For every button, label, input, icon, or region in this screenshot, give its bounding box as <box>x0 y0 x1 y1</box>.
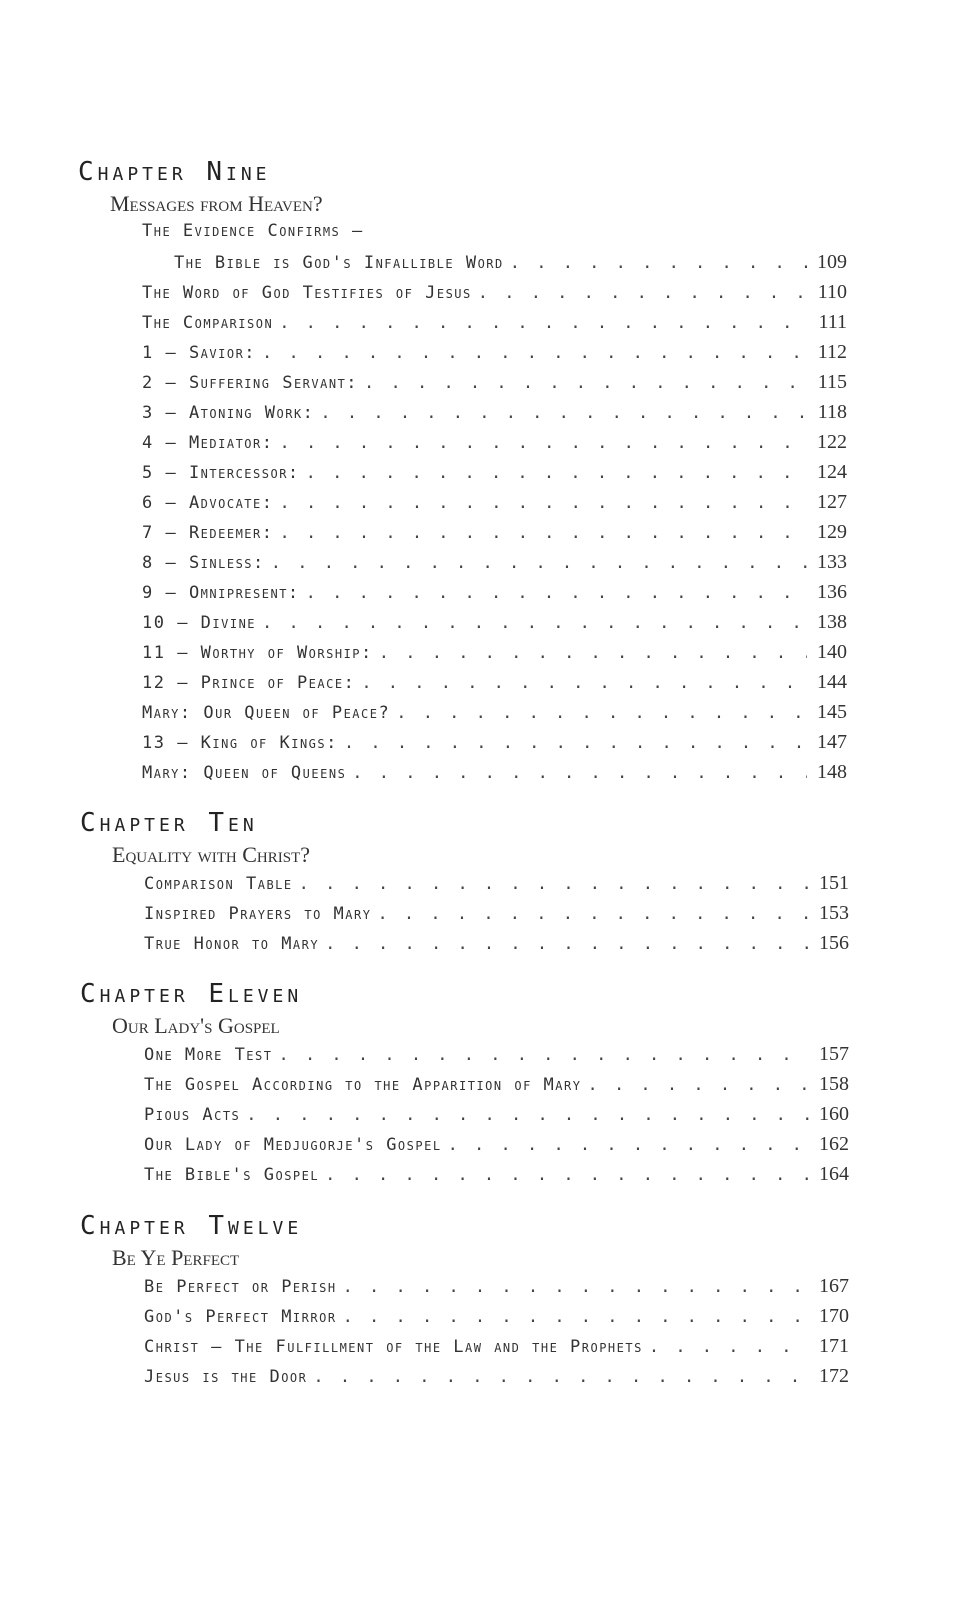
dot-leader <box>306 583 807 603</box>
entry-label: The Gospel According to the Apparition of Mary <box>144 1075 582 1095</box>
entry-page: 138 <box>817 611 847 633</box>
dot-leader <box>320 403 807 423</box>
entry-label: The Comparison <box>142 313 274 333</box>
dot-leader <box>325 1165 809 1185</box>
dot-leader <box>396 703 807 723</box>
toc-entry[interactable] <box>144 1103 849 1133</box>
dot-leader <box>379 643 807 663</box>
toc-entry[interactable] <box>142 311 847 341</box>
entry-page: 140 <box>817 641 847 663</box>
entry-page: 136 <box>817 581 847 603</box>
dot-leader <box>325 934 809 954</box>
entry-page: 115 <box>817 371 847 393</box>
dot-leader <box>364 373 807 393</box>
entry-page: 147 <box>817 731 847 753</box>
toc-entry[interactable] <box>142 371 847 401</box>
entry-page: 127 <box>817 491 847 513</box>
toc-entries <box>144 1043 849 1193</box>
entry-page: 167 <box>819 1275 849 1297</box>
entry-label: Our Lady of Medjugorje's Gospel <box>144 1135 442 1155</box>
toc-entry[interactable] <box>142 641 847 671</box>
entry-label: Comparison Table <box>144 874 293 894</box>
entry-label: One More Test <box>144 1045 273 1065</box>
entry-label: 4 – Mediator: <box>142 433 274 453</box>
dot-leader <box>313 1367 809 1387</box>
toc-entry[interactable] <box>142 551 847 581</box>
toc-entry[interactable] <box>142 281 847 311</box>
entry-page: 145 <box>817 701 847 723</box>
toc-entries <box>144 1275 849 1395</box>
entry-page: 156 <box>819 932 849 954</box>
dot-leader <box>299 874 809 894</box>
dot-leader <box>352 763 807 783</box>
entry-label: 3 – Atoning Work: <box>142 403 315 423</box>
entry-page: 157 <box>819 1043 849 1065</box>
toc-entry[interactable] <box>144 1163 849 1193</box>
toc-entry[interactable] <box>142 761 847 791</box>
dot-leader <box>279 523 807 543</box>
entry-label: Jesus is the Door <box>144 1367 308 1387</box>
dot-leader <box>448 1135 809 1155</box>
entry-label: Mary: Our Queen of Peace? <box>142 703 391 723</box>
dot-leader <box>279 313 807 333</box>
chapter-title: Chapter Nine <box>78 157 271 187</box>
entry-label: 11 – Worthy of Worship: <box>142 643 373 663</box>
entry-page: 171 <box>819 1335 849 1357</box>
chapter-title: Chapter Twelve <box>80 1211 303 1241</box>
entry-page: 109 <box>817 251 847 273</box>
toc-entry[interactable] <box>144 1133 849 1163</box>
toc-entry[interactable] <box>142 731 847 761</box>
chapter-title: Chapter Eleven <box>80 979 303 1009</box>
toc-entry[interactable] <box>142 521 847 551</box>
entry-label: Be Perfect or Perish <box>144 1277 337 1297</box>
toc-entry[interactable] <box>142 701 847 731</box>
toc-entry[interactable] <box>142 221 847 251</box>
entry-page: 153 <box>819 902 849 924</box>
toc-entry[interactable] <box>144 1365 849 1395</box>
entry-page: 144 <box>817 671 847 693</box>
dot-leader <box>649 1337 809 1357</box>
dot-leader <box>478 283 807 303</box>
entry-label: 10 – Divine <box>142 613 257 633</box>
entry-page: 172 <box>819 1365 849 1387</box>
toc-entry[interactable] <box>144 1335 849 1365</box>
entry-label: The Bible's Gospel <box>144 1165 320 1185</box>
toc-entry[interactable] <box>144 1275 849 1305</box>
entry-page: 122 <box>817 431 847 453</box>
entry-page: 148 <box>817 761 847 783</box>
entry-page: 112 <box>817 341 847 363</box>
entry-label: 8 – Sinless: <box>142 553 265 573</box>
dot-leader <box>587 1075 809 1095</box>
entry-page: 158 <box>819 1073 849 1095</box>
chapter-nine <box>78 155 847 791</box>
toc-entry[interactable] <box>144 932 849 962</box>
entry-label: True Honor to Mary <box>144 934 320 954</box>
entry-page: 129 <box>817 521 847 543</box>
entry-page: 111 <box>818 311 847 333</box>
toc-entry[interactable] <box>144 1305 849 1335</box>
toc-entry[interactable] <box>142 671 847 701</box>
dot-leader <box>278 1045 809 1065</box>
entry-label: 9 – Omnipresent: <box>142 583 300 603</box>
entry-label: 13 – King of Kings: <box>142 733 338 753</box>
dot-leader <box>343 1307 809 1327</box>
toc-entry[interactable] <box>142 491 847 521</box>
chapter-eleven <box>80 977 849 1193</box>
entry-page: 162 <box>819 1133 849 1155</box>
entry-label: The Bible is God's Infallible Word <box>174 253 504 273</box>
toc-entry[interactable] <box>142 611 847 641</box>
chapter-subtitle: Be Ye Perfect <box>112 1245 240 1270</box>
dot-leader <box>279 433 807 453</box>
entry-label: Mary: Queen of Queens <box>142 763 347 783</box>
entry-label: Pious Acts <box>144 1105 241 1125</box>
chapter-subtitle: Messages from Heaven? <box>110 191 323 216</box>
toc-entry[interactable] <box>142 401 847 431</box>
toc-entry[interactable] <box>144 902 849 932</box>
dot-leader <box>344 733 807 753</box>
entry-label: Christ – The Fulfillment of the Law and the Prophets <box>144 1337 643 1357</box>
chapter-subtitle: Equality with Christ? <box>112 842 311 867</box>
chapter-title: Chapter Ten <box>80 808 258 838</box>
chapter-ten <box>80 806 849 962</box>
entry-label: 7 – Redeemer: <box>142 523 274 543</box>
entry-label: God's Perfect Mirror <box>144 1307 337 1327</box>
entry-page: 170 <box>819 1305 849 1327</box>
entry-page: 133 <box>817 551 847 573</box>
toc-entry[interactable] <box>144 1043 849 1073</box>
toc-entries <box>144 872 849 962</box>
entry-page: 124 <box>817 461 847 483</box>
dot-leader <box>510 253 807 273</box>
entry-page: 110 <box>817 281 847 303</box>
dot-leader <box>343 1277 809 1297</box>
toc-entry[interactable] <box>142 251 847 281</box>
entry-label: The Evidence Confirms – <box>142 221 364 241</box>
dot-leader <box>306 463 807 483</box>
entry-page: 160 <box>819 1103 849 1125</box>
toc-entry[interactable] <box>142 461 847 491</box>
toc-entry[interactable] <box>142 581 847 611</box>
entry-label: 12 – Prince of Peace: <box>142 673 356 693</box>
chapter-subtitle: Our Lady's Gospel <box>112 1013 280 1038</box>
dot-leader <box>246 1105 809 1125</box>
toc-entry[interactable] <box>142 431 847 461</box>
entry-page: 164 <box>819 1163 849 1185</box>
dot-leader <box>262 343 807 363</box>
entry-label: 5 – Intercessor: <box>142 463 300 483</box>
chapter-twelve <box>80 1209 849 1395</box>
toc-entry[interactable] <box>142 341 847 371</box>
entry-label: 1 – Savior: <box>142 343 257 363</box>
dot-leader <box>361 673 807 693</box>
dot-leader <box>377 904 809 924</box>
entry-page: 118 <box>817 401 847 423</box>
toc-entry[interactable] <box>144 872 849 902</box>
dot-leader <box>279 493 807 513</box>
entry-label: 6 – Advocate: <box>142 493 274 513</box>
toc-entry[interactable] <box>144 1073 849 1103</box>
entry-label: Inspired Prayers to Mary <box>144 904 372 924</box>
entry-label: The Word of God Testifies of Jesus <box>142 283 472 303</box>
dot-leader <box>271 553 807 573</box>
entry-page: 151 <box>819 872 849 894</box>
toc-entries <box>142 221 847 791</box>
dot-leader <box>262 613 807 633</box>
entry-label: 2 – Suffering Servant: <box>142 373 359 393</box>
